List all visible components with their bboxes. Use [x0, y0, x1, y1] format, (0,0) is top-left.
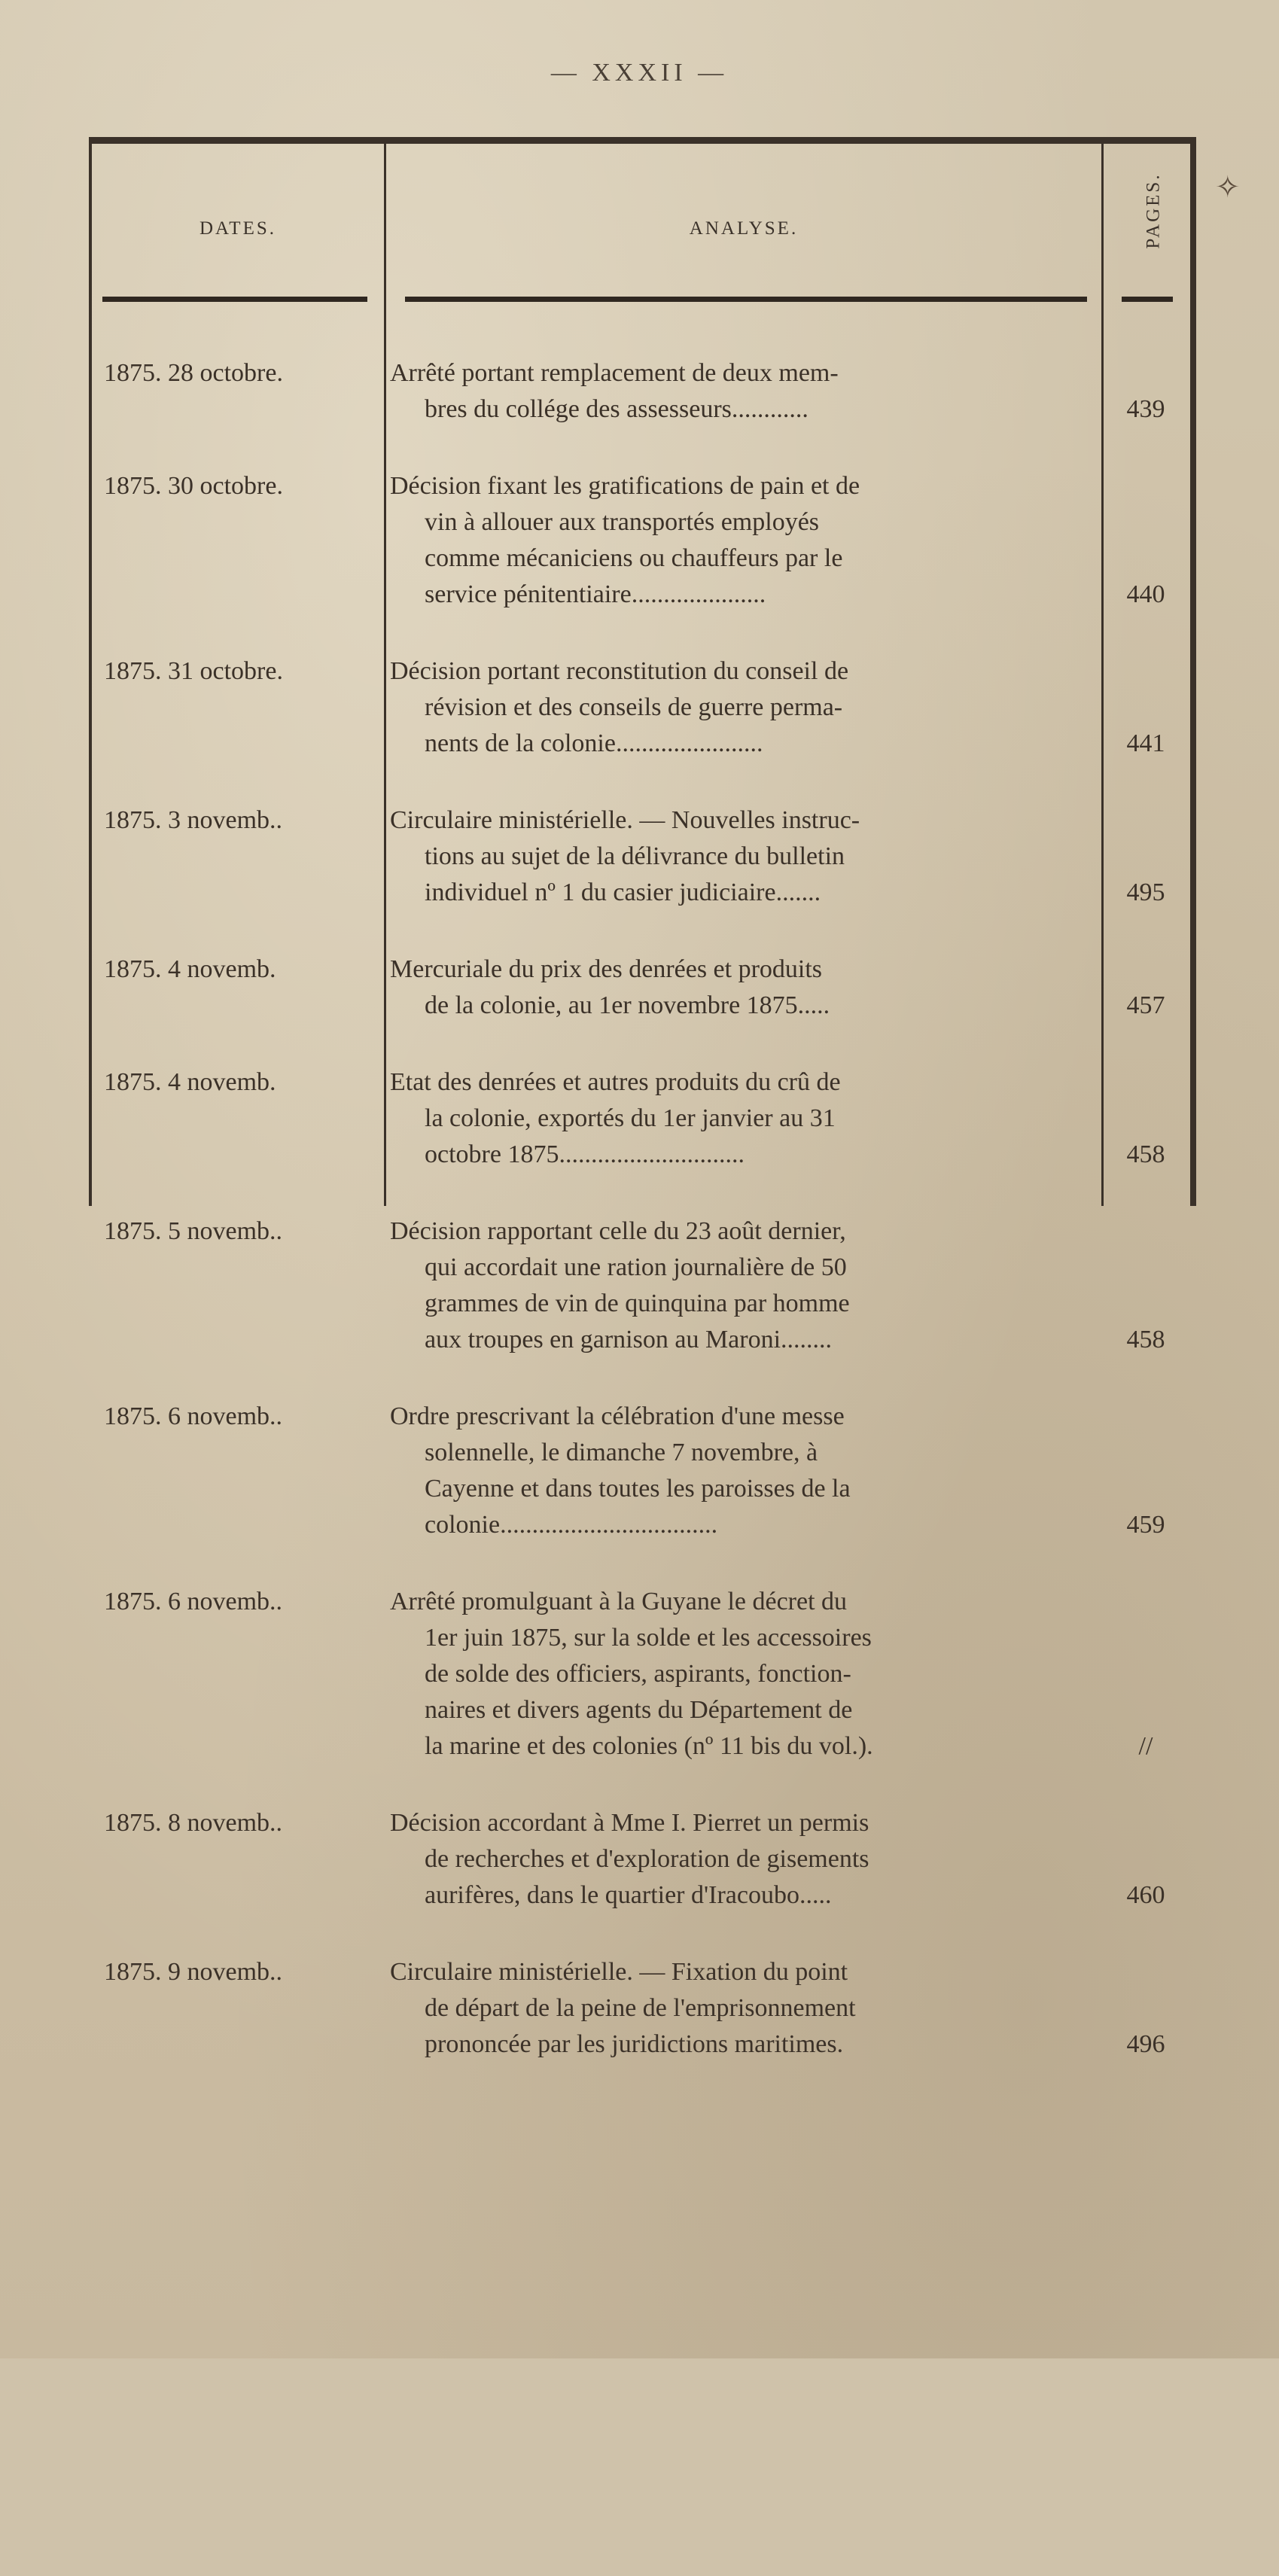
entry-page-number: 496	[1126, 2030, 1165, 2058]
entry-date: 1875. 28 octobre.	[104, 359, 283, 387]
analyse-line: colonie..................................	[425, 1511, 718, 1539]
header-pages: PAGES.	[1143, 172, 1164, 249]
entry-date: 1875. 4 novemb.	[104, 955, 276, 983]
header-dates: DATES.	[199, 218, 277, 239]
header-underline-dates	[102, 297, 367, 302]
entry-analyse	[390, 653, 1094, 762]
header-analyse: ANALYSE.	[689, 218, 799, 239]
entry-date: 1875. 9 novemb..	[104, 1958, 283, 1986]
analyse-line: grammes de vin de quinquina par homme	[425, 1290, 850, 1317]
analyse-line: tions au sujet de la délivrance du bulletin	[425, 842, 845, 870]
entry-analyse	[390, 952, 1094, 1024]
entry-analyse	[390, 1954, 1094, 2063]
entry-page-number: 460	[1126, 1881, 1165, 1909]
analyse-line: service pénitentiaire.....................	[425, 580, 766, 608]
analyse-line: comme mécaniciens ou chauffeurs par le	[425, 544, 843, 572]
margin-mark: ✧	[1215, 170, 1241, 204]
running-head: — XXXII —	[550, 59, 729, 87]
analyse-line: individuel nº 1 du casier judiciaire.......	[425, 878, 821, 906]
analyse-line: bres du collége des assesseurs............	[425, 395, 809, 423]
entry-page-number: 441	[1126, 729, 1165, 757]
entry-date: 1875. 31 octobre.	[104, 657, 283, 685]
analyse-line: naires et divers agents du Département de	[425, 1696, 853, 1724]
analyse-line: solennelle, le dimanche 7 novembre, à	[425, 1439, 818, 1466]
entry-date: 1875. 5 novemb..	[104, 1217, 283, 1245]
analyse-line: Décision accordant à Mme I. Pierret un permis	[390, 1809, 869, 1837]
header-underline-pages	[1122, 297, 1173, 302]
entry-page-number: 458	[1126, 1326, 1165, 1353]
entry-date: 1875. 6 novemb..	[104, 1588, 283, 1615]
entry-analyse	[390, 802, 1094, 911]
entry-analyse	[390, 1213, 1094, 1358]
entry-analyse	[390, 355, 1094, 428]
analyse-line: prononcée par les juridictions maritimes.	[425, 2030, 844, 2058]
entry-analyse	[390, 468, 1094, 613]
table-left-rule	[89, 137, 92, 1206]
entry-page-number: 459	[1126, 1511, 1165, 1539]
entry-date: 1875. 4 novemb.	[104, 1068, 276, 1096]
analyse-line: la colonie, exportés du 1er janvier au 31	[425, 1104, 836, 1132]
index-table	[89, 137, 1195, 2576]
analyse-line: révision et des conseils de guerre perma-	[425, 693, 843, 721]
analyse-line: vin à allouer aux transportés employés	[425, 508, 820, 536]
analyse-line: qui accordait une ration journalière de 50	[425, 1253, 847, 1281]
analyse-line: Décision rapportant celle du 23 août dernier,	[390, 1217, 846, 1245]
table-top-rule	[89, 137, 1195, 144]
analyse-line: Décision fixant les gratifications de pain et de	[390, 472, 860, 500]
entry-page-number: //	[1138, 1732, 1153, 1760]
analyse-line: Arrêté portant remplacement de deux mem-	[390, 359, 839, 387]
column-divider-pages	[1101, 137, 1104, 1206]
analyse-line: Arrêté promulguant à la Guyane le décret du	[390, 1588, 848, 1615]
column-divider-dates	[384, 137, 386, 1206]
table-right-rule	[1190, 137, 1196, 1206]
analyse-line: de recherches et d'exploration de gisements	[425, 1845, 869, 1873]
analyse-line: Ordre prescrivant la célébration d'une messe	[390, 1402, 845, 1430]
analyse-line: aurifères, dans le quartier d'Iracoubo.....	[425, 1881, 832, 1909]
analyse-line: Circulaire ministérielle. — Nouvelles instruc-	[390, 806, 860, 834]
entry-date: 1875. 8 novemb..	[104, 1809, 283, 1837]
analyse-line: nents de la colonie.......................	[425, 729, 763, 757]
entry-analyse	[390, 1064, 1094, 1173]
analyse-line: Etat des denrées et autres produits du crû de	[390, 1068, 841, 1096]
entry-page-number: 457	[1126, 991, 1165, 1019]
header-underline-analyse	[405, 297, 1087, 302]
entry-date: 1875. 3 novemb..	[104, 806, 283, 834]
entry-analyse	[390, 1399, 1094, 1543]
entry-page-number: 440	[1126, 580, 1165, 608]
analyse-line: 1er juin 1875, sur la solde et les accessoires	[425, 1624, 872, 1652]
analyse-line: Cayenne et dans toutes les paroisses de la	[425, 1475, 851, 1503]
analyse-line: de la colonie, au 1er novembre 1875.....	[425, 991, 830, 1019]
entry-analyse	[390, 1584, 1094, 1765]
analyse-line: octobre 1875.............................	[425, 1140, 745, 1168]
analyse-line: Décision portant reconstitution du conseil de	[390, 657, 849, 685]
header-pages-cell	[1125, 158, 1183, 263]
entry-page-number: 439	[1126, 395, 1165, 423]
entry-page-number: 458	[1126, 1140, 1165, 1168]
entry-page-number: 495	[1126, 878, 1165, 906]
analyse-line: de départ de la peine de l'emprisonnement	[425, 1994, 856, 2022]
analyse-line: la marine et des colonies (nº 11 bis du vol.).	[425, 1732, 873, 1760]
analyse-line: aux troupes en garnison au Maroni........	[425, 1326, 833, 1353]
entry-date: 1875. 30 octobre.	[104, 472, 283, 500]
analyse-line: de solde des officiers, aspirants, fonction-	[425, 1660, 851, 1688]
entry-analyse	[390, 1805, 1094, 1914]
analyse-line: Mercuriale du prix des denrées et produits	[390, 955, 823, 983]
analyse-line: Circulaire ministérielle. — Fixation du point	[390, 1958, 848, 1986]
entry-date: 1875. 6 novemb..	[104, 1402, 283, 1430]
